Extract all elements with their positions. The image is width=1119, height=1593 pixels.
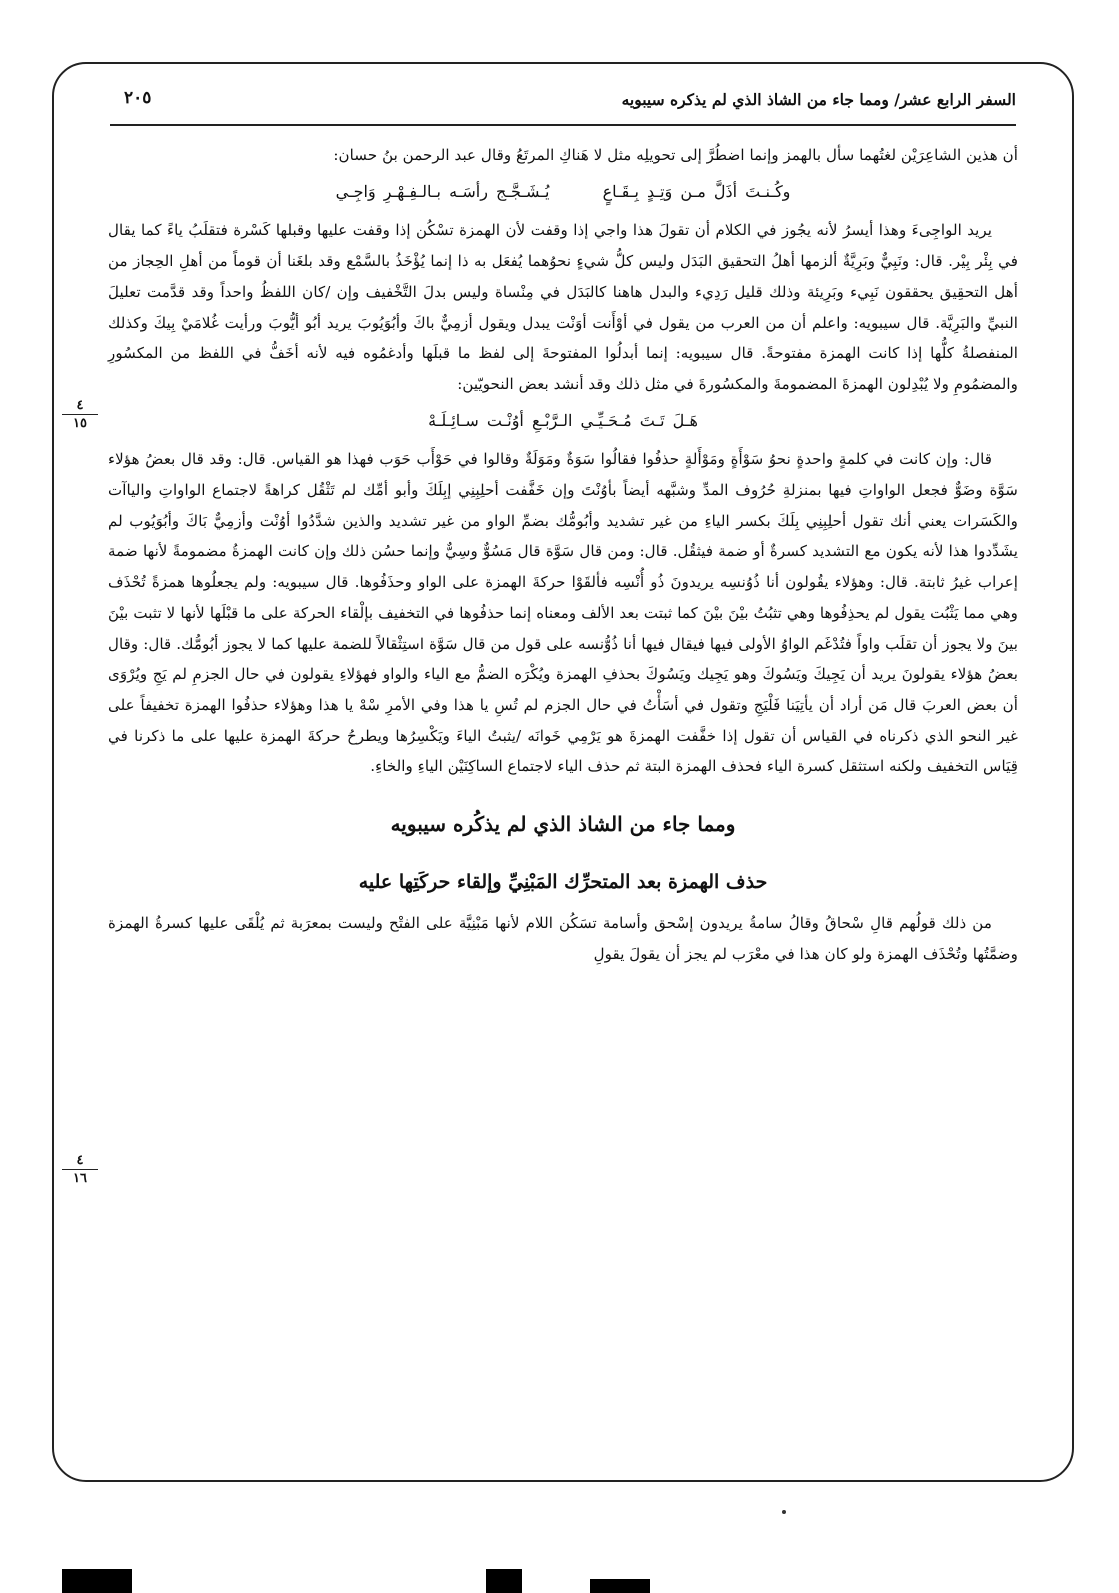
paragraph-1: أن هذين الشاعِرَيْن لغتُهما سأل بالهمز وإنما اضطُرَّ إلى تحويلِه مثل لا هَناكِ المرتَعُ وقال عبد الرحمن بنُ حسان:: [333, 146, 1018, 164]
next-page-fragment-middle: [486, 1569, 522, 1593]
verse-1: [108, 177, 1018, 208]
subsection-title: حذف الهمزة بعد المتحرِّك المَبْنِيِّ وإلقاء حركَتِها عليه: [358, 871, 768, 894]
paragraph-3: قال: وإن كانت في كلمةٍ واحدةٍ نحوُ سَوْأَةٍ ومَوْأَلةٍ حذفُوا فقالُوا سَوَةٌ ومَوَلَةٌ وقالوا في حَوْأَب حَوَب فهذا هو القياس. قال: وقد قال بعضُ هؤلاء سَوَّة وضَوٌّ فجعل الواواتِ فيها بمنزلةِ حُرُوف المدِّ وشبَّهه أيضاً بأوُنْتَ وإن خَفَّفت أحلِبِنِي إبِلَكَ وأبو أمِّك لم تَثْقُل كراهةً لاجتماع الواواتِ والياآت والكَسَرات يعني أنك تقول أحلِبِنِي بِلَكَ بكسر الياءِ من غير تشديد وأبُومُّك بضمِّ الواو من غير تشديد والذين شدَّدُوا أوُنْت وأزمِيٌّ بَاكَ وأبُوَيُوب لم يشَدِّدوا هذا لأنه يكون مع التشديد كسرةٌ أو ضمة فيثقُل. قال: ومن قال سَوَّة قال مَسُوٌّ وسِيٌّ وإنما حسُن ذلك وإن كانت الهمزةُ مضمومةً لأنها ضمة إعراب غيرُ ثابتة. قال: وهؤلاء يقُولون أنا ذُوُنسِه يريدونَ ذُو أُنْسِه فألقَوْا حركةَ الهمزة على الواو وحذَفُوها. قال سيبويه: ولم يجعلُوها همزةً تُحْذَف وهي مما يَثْبُت يقول لم يحذِفُوها وهي تثبُتُ بيْنَ بيْنَ كما ثبتت بعد الألف ومعناه إنما حذفُوها في التخفيف بإلْقاء الحركة على ما قبْلَها لأنها لا تثبت بيْنَ بينَ ولا يجوز أن تقلَب واواً فتُدْغَم الواوُ الأولى فيها فيقال فيها أنا ذُوُّنسه على قول من قال سَوَّة استِثْقالاً للضمة عليها كما لا يجوز أبُومُّك. قال: وقال بعضُ هؤلاء يقولونَ يريد أن يَجِيكَ ويَسُوكَ وهو يَجِيك ويَسُوكَ بحذفِ الهمزة ويُكْرَه الضمُّ مع الياء والواو فهؤلاءِ يقولون في حال الجزمِ لم يَجِ ويُرْوَى أن بعض العربَ قال مَن أراد أن يأتِيَنا فَلْيَجِ وتقول في أسَأْتُ في حال الجزم لم تُسِ يا هذا وفي الأمرِ سْهْ يا هذا وهؤلاء حذفُوا الهمزة تخفيفاً على غير النحو الذي ذكرناه في القياس أن تقول إذا خفَّفت الهمزةَ هو يَرْمِي خَوانَه /يثبتُ الياءَ ويَكْسِرُها ويطرحُ حركةَ الهمزة عليها على ما ذكرنا في قِيَاس التخفيف ولكنه استثقل كسرة الياء فحذف الهمزة البتة ثم حذف الياء لاجتماع الساكِنَيْن الياءِ والخاءِ.: [108, 450, 1018, 776]
next-page-fragment-right: [590, 1579, 650, 1593]
verse-2: هَـلَ تَـتَ مُـحَـيِّـي الـرَّبْـعِ أوُنْـت سـائِـلَـهْ: [428, 410, 698, 430]
margin-note-2-top: ٤: [62, 1153, 98, 1170]
page-header: [110, 84, 1016, 126]
verse-1-second-hemistich: يُـشَـجَّـج رأسَـه بـالـفِـهْـرِ وَاجِـي: [335, 181, 550, 201]
scan-speck: [782, 1510, 786, 1514]
running-title: السفر الرابع عشر/ ومما جاء من الشاذ الذي لم يذكره سيبويه: [621, 90, 1016, 109]
page-body: [108, 140, 1018, 969]
margin-note-2-bottom: ١٦: [73, 1171, 87, 1186]
page-number: ٢٠٥: [124, 88, 152, 108]
margin-note-1-top: ٤: [62, 398, 98, 415]
paragraph-4: من ذلك قولُهم قالِ سْحاقُ وقالُ سامةُ يريدون إسْحق وأسامة تسَكُن اللام لأنها مَبْنِيَّة على الفتْح وليست بمعرَبة ثم يُلْقَى عليها كسرةُ الهمزة وضمَّتُها وتُحْذَف الهمزة ولو كان هذا في معْرَب لم يجز أن يقولَ يقولِ: [108, 914, 1018, 963]
verse-1-first-hemistich: وكُـنـتَ أذَلَّ مـن وَتِـدٍ بِـقَـاعٍ: [602, 181, 791, 201]
margin-folio-note-1: [62, 398, 98, 431]
margin-note-1-bottom: ١٥: [73, 416, 87, 431]
margin-folio-note-2: [62, 1153, 98, 1186]
next-page-fragment-left: [62, 1569, 132, 1593]
section-title: ومما جاء من الشاذ الذي لم يذكُره سيبويه: [390, 812, 736, 837]
paragraph-2: يريد الواجِىءَ وهذا أيسرُ لأنه يجُوز في الكلام أن تقولَ هذا واجي إذا وقفت لأن الهمزة تسْكُن إذا وقفت عليها وقبلها كَسْرة فتقلَبُ ياءً كما يقال في بِئْر بِيْر. قال: ونَبِيٌّ وبَرِيَّةٌ ألزمها أهلُ التحقيق البَدَل وليس كلُّ شيءٍ نحوُهما يُفعَل به ذا إنما يُؤْخَذُ بالسَّمْع وقد بلغَنا أن قوماً من أهلِ الحِجاز من أهل التحقِيق يحققون نَبِيء وبَرِيئة وذلك قليل رَدِيء والبدل هاهنا كالبَدَل في مِنْساة وليس بدلَ التَّخْفيف وإن /كان اللفظُ واحداً وقد قدَّمت تعليلَ النبيِّ والبَرِيَّة. قال سيبويه: واعلم أن من العرب من يقول في أوْأَنت أوَنْت يبدل ويقول أزمِيٌّ باكَ وأبُوَيُوبَ يريد أبُو أيُّوبَ ورأيت غُلامَيْ بِيكَ وكذلك المنفصلةُ كلُّها إذا كانت الهمزة مفتوحةً. قال سيبويه: إنما أبدلُوا المفتوحةَ إلى لفظ ما قبلَها وأدغمُوه فيه لأنه أخَفُّ في اللفظ من المكسُورِ والمضمُومِ ولا يُبْدِلون الهمزةَ المضمومةَ والمكسُورةَ في مثل ذلك وقد أنشد بعض النحويّين:: [108, 221, 1018, 393]
